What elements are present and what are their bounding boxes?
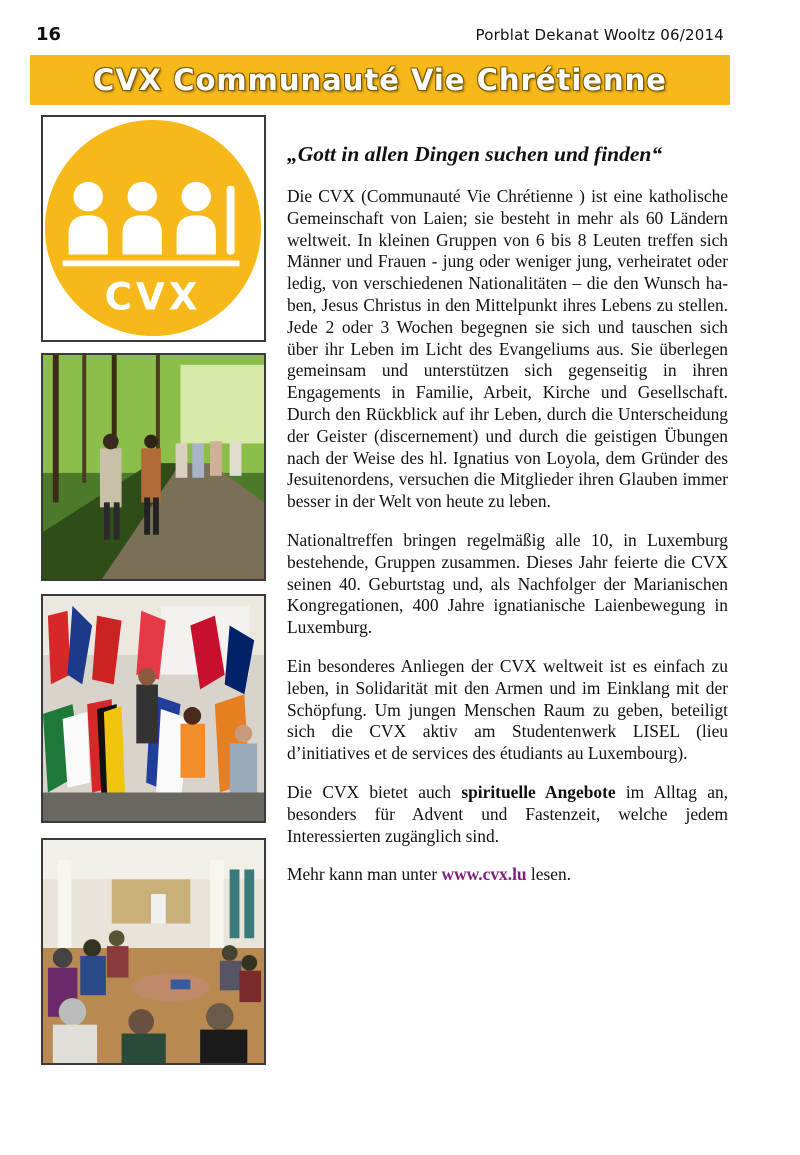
- paragraph-concerns: Ein besonderes Anliegen der CVX weltweit ist es einfach zu leben, in Solidarität mit den Armen und im Einklang mit der Schöpfung. Um jungen Menschen Raum zu geben, beteiligt sich die CVX aktiv am Studentenwerk LISEL (lieu d’initiatives et de services des étudiants au Luxembourg).: [287, 655, 728, 764]
- paragraph-intro: Die CVX (Communauté Vie Chrétienne ) ist eine katholische Gemeinschaft von Laien; sie besteht in mehr als 60 Ländern weltweit. In kleinen Gruppen von 6 bis 8 Leuten treffen sich Männer und Frauen - jung oder weniger jung, verheiratet oder ledig, von verschiedenen Nationalitäten – die den Wunsch haben, Jesus Christus in den Mittelpunkt ihres Lebens zu stellen. Jede 2 oder 3 Wochen begegnen sie sich und tauschen sich über ihr Leben im Licht des Evangeliums aus. Sie überlegen gemeinsam und unterstützen sich gegenseitig in ihren Engagements in Familie, Arbeit, Kirche und Gesellschaft. Durch den Rückblick auf ihr Leben, durch die Unterscheidung der Geister (discernement) und durch die geistigen Übungen nach der Weise des hl. Ignatius von Loyola, dem Gründer des Jesuitenordens, versuchen die Mitglieder ihren Glauben immer besser in der Welt von heute zu leben.: [287, 186, 728, 512]
- more-info-text-start: Mehr kann man unter: [287, 864, 442, 885]
- staff-icon: [227, 186, 235, 255]
- person-head-icon: [181, 182, 210, 211]
- person-head-icon: [127, 182, 156, 211]
- photo-flags-meeting: [41, 594, 266, 823]
- offers-text-end: im Alltag an, besonders für Advent und Fastenzeit, welche jedem Interessierten zugänglich sind.: [287, 781, 729, 846]
- page-number: 16: [36, 24, 62, 45]
- cvx-logo: [41, 115, 266, 342]
- person-body-icon: [69, 215, 108, 254]
- section-banner: [30, 55, 730, 105]
- paragraph-national-meetings: Nationaltreffen bringen regelmäßig alle 10, in Luxemburg bestehende, Gruppen zusammen. Dieses Jahr feierte die CVX seinen 40. Geburtstag und, als Nachfolger der Marianischen Kongregationen, 400 Jahre ignatianische Laienbewegung in Luxemburg.: [287, 529, 728, 638]
- flags-meeting-image: [43, 596, 264, 821]
- photo-forest-walk: [41, 353, 266, 581]
- photo-hall-gathering: [41, 838, 266, 1065]
- hall-gathering-image: [43, 840, 264, 1063]
- paragraph-more-info: [287, 864, 728, 886]
- offers-bold-text: spirituelle Angebote: [461, 781, 616, 802]
- paragraph-offers: [287, 782, 728, 847]
- banner-title: CVX Communauté Vie Chrétienne: [93, 63, 667, 97]
- more-info-text-end: lesen.: [526, 864, 572, 885]
- cvx-logo-graphic: [43, 117, 264, 340]
- forest-walk-image: [43, 355, 264, 579]
- logo-text: CVX: [104, 274, 202, 319]
- person-body-icon: [177, 215, 216, 254]
- article-quote: „Gott in allen Dingen suchen und finden“: [287, 142, 663, 166]
- person-head-icon: [73, 182, 102, 211]
- publication-header: Porblat Dekanat Wooltz 06/2014: [475, 26, 724, 44]
- website-link[interactable]: www.cvx.lu: [441, 864, 527, 885]
- article-text: [287, 140, 728, 903]
- person-body-icon: [123, 215, 162, 254]
- offers-text-start: Die CVX bietet auch: [287, 781, 462, 802]
